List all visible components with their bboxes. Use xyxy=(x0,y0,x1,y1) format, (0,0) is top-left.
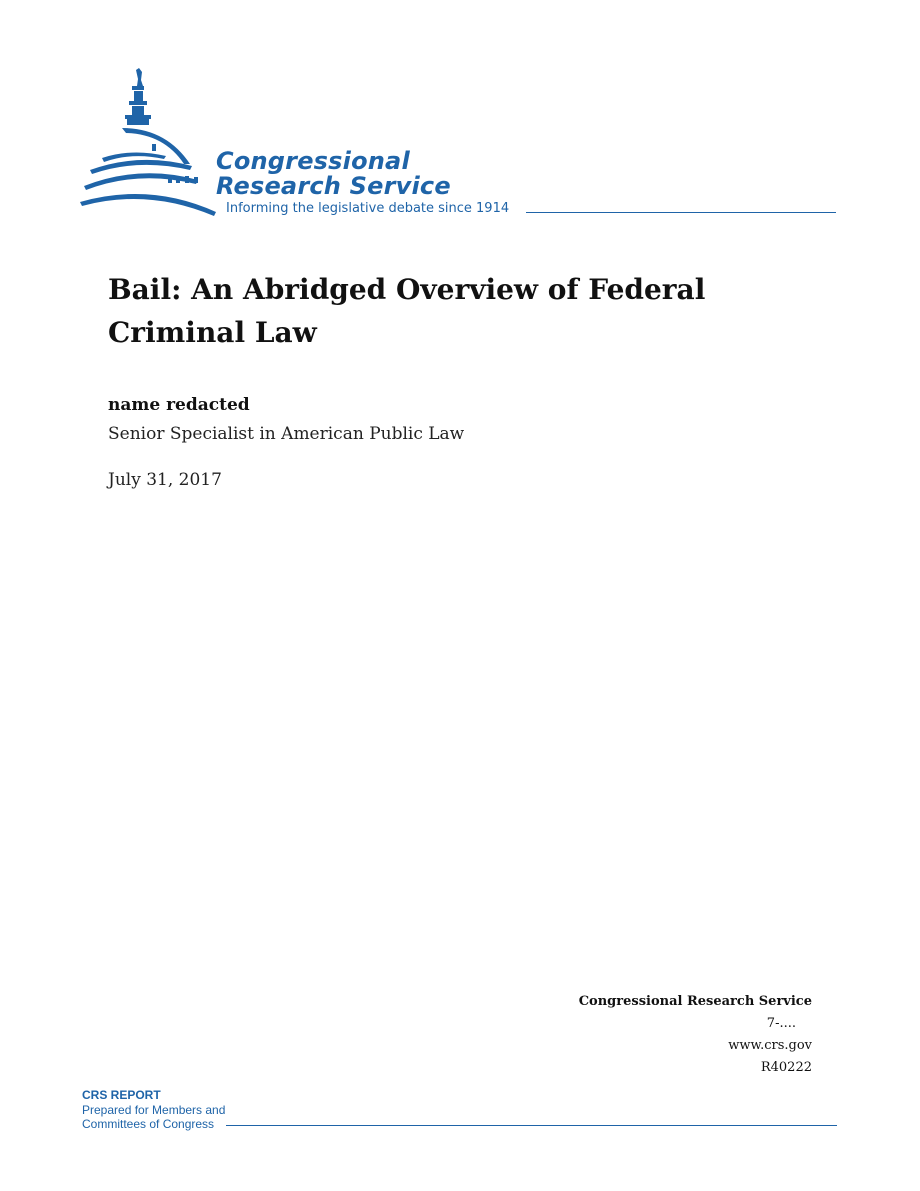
footer-heading: CRS REPORT xyxy=(82,1088,161,1102)
author-role: Senior Specialist in American Public Law xyxy=(108,424,465,444)
footer-line-1: Prepared for Members and xyxy=(82,1103,226,1117)
capitol-dome-icon xyxy=(80,66,225,220)
footer-line-2: Committees of Congress xyxy=(82,1117,215,1131)
crs-report-footer xyxy=(82,1088,837,1132)
footer-divider xyxy=(226,1125,837,1126)
crs-logo xyxy=(80,66,840,220)
crs-org-name: Congressional Research Service xyxy=(578,994,812,1009)
crs-contact-block xyxy=(579,991,812,1079)
report-title: Bail: An Abridged Overview of Federal Criminal Law xyxy=(108,273,706,349)
logo-tagline: Informing the legislative debate since 1914 xyxy=(226,201,510,216)
report-number: R40222 xyxy=(760,1060,812,1075)
crs-website: www.crs.gov xyxy=(728,1038,812,1053)
crs-phone: 7-.... xyxy=(766,1016,796,1031)
logo-name-line2: Research Service xyxy=(216,172,451,200)
report-date: July 31, 2017 xyxy=(108,470,222,490)
author-name: name redacted xyxy=(108,395,250,415)
logo-divider xyxy=(526,212,836,213)
logo-name-line1: Congressional xyxy=(216,147,410,175)
